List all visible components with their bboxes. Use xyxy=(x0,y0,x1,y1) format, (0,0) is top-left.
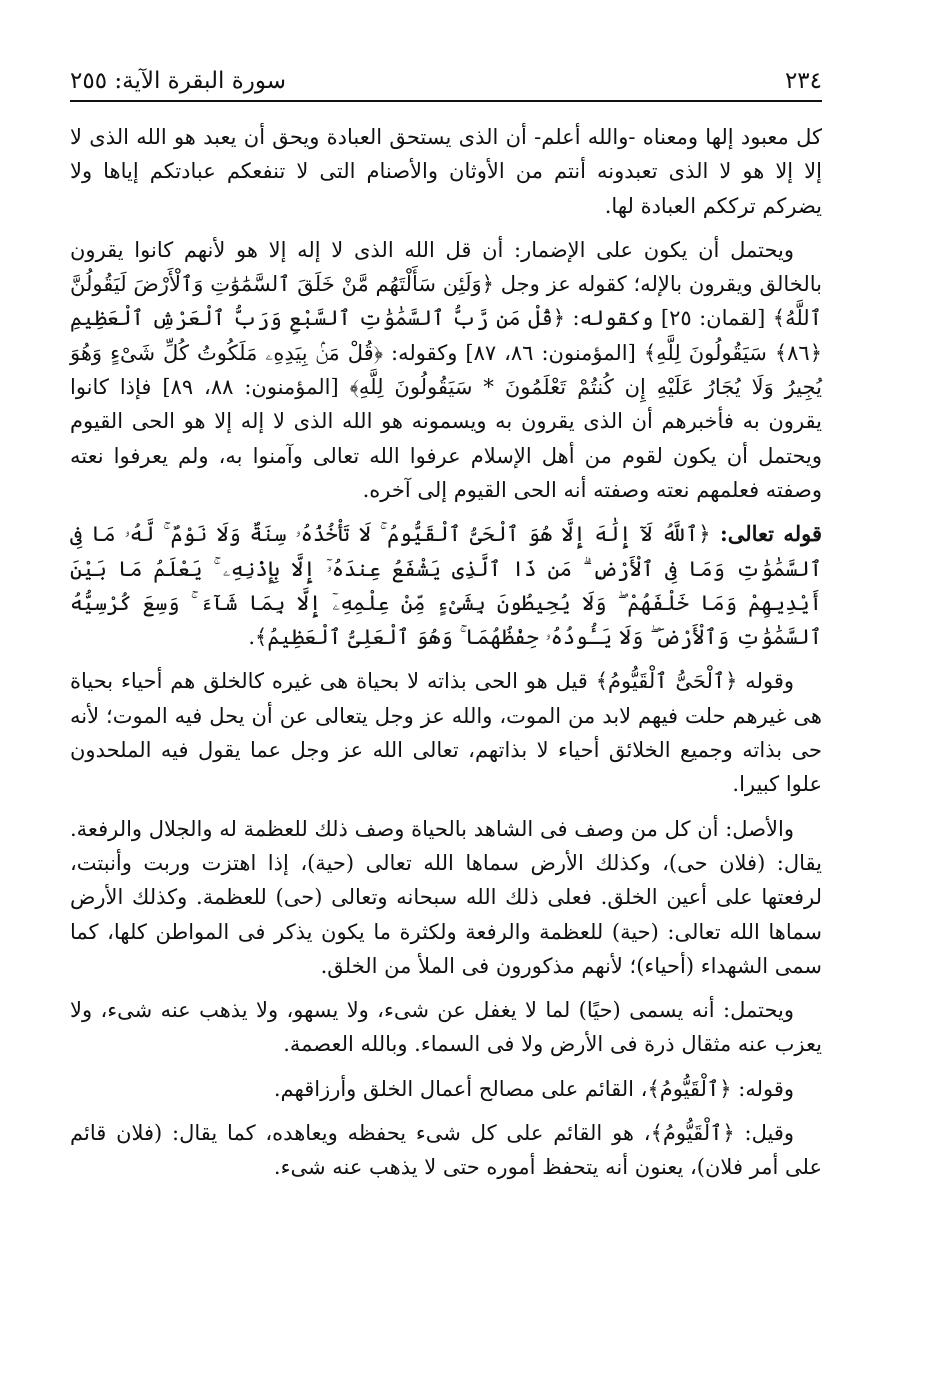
page-header xyxy=(70,52,822,102)
paragraph-1: كل معبود إلها ومعناه -والله أعلم- أن الذى يستحق العبادة ويحق أن يعبد هو الله الذى لا إلا إلا هو لا الذى تعبدونه أنتم من الأوثان والأصنام التى لا تنفعكم عبادتكم إياها ولا يضركم ترككم العبادة لها. xyxy=(70,125,822,218)
running-title: سورة البقرة الآية: ٢٥٥ xyxy=(70,68,287,94)
page-body xyxy=(70,120,822,1195)
paragraph-4: وقوله ﴿ٱلْحَىُّ ٱلْقَيُّومُ﴾ قيل هو الحى بذاته لا بحياة هى غيره كالخلق هم أحياء بحياة هى غيرهم حلت فيهم لابد من الموت، والله عز وجل يتعالى عن أن يحل فيه الموت؛ لأنه حى بذاته وجميع الخلائق أحياء لا بذاتهم، تعالى الله عز وجل عما يقول فيه الملحدون علوا كبيرا. xyxy=(70,669,822,797)
paragraph-7: وقوله: ﴿ٱلْقَيُّومُ﴾، القائم على مصالح أعمال الخلق وأرزاقهم. xyxy=(273,1076,794,1101)
paragraph-6: ويحتمل: أنه يسمى (حيًا) لما لا يغفل عن شىء، ولا يسهو، ولا يذهب عنه شىء، ولا يعزب عنه مثقال ذرة فى الأرض ولا فى السماء. وبالله العصمة. xyxy=(70,998,822,1057)
paragraph-2: ويحتمل أن يكون على الإضمار: أن قل الله الذى لا إله إلا هو لأنهم كانوا يقرون بالخالق ويقرون بالإله؛ كقوله عز وجل ﴿وَلَئِن سَأَلْتَهُم مَّنْ خَلَقَ ٱلسَّمَٰوَٰتِ وَٱلْأَرْضَ لَيَقُولُنَّ ٱللَّهُ﴾ [لقمان: ٢٥] وكقوله: ﴿قُلْ مَن رَّبُّ ٱلسَّمَٰوَٰتِ ٱلسَّبْعِ وَرَبُّ ٱلْعَرْشِ ٱلْعَظِيمِ ﴿٨٦﴾ سَيَقُولُونَ لِلَّهِ﴾ [المؤمنون: ٨٦، ٨٧] وكقوله: ﴿قُلْ مَنۢ بِيَدِهِۦ مَلَكُوتُ كُلِّ شَىْءٍ وَهُوَ يُجِيرُ وَلَا يُجَارُ عَلَيْهِ إِن كُنتُمْ تَعْلَمُونَ * سَيَقُولُونَ لِلَّهِ﴾ [المؤمنون: ٨٨، ٨٩] فإذا كانوا يقرون به فأخبرهم أن الذى يقرون به ويسمونه هو الله الذى لا إله إلا هو الحى القيوم ويحتمل أن يكون لقوم من أهل الإسلام عرفوا الله تعالى وآمنوا به، ولم يعرفوا نعته وصفته فعلمهم نعته وصفته أنه الحى القيوم إلى آخره. xyxy=(70,237,823,502)
page-number: ٢٣٤ xyxy=(784,68,822,94)
paragraph-3 xyxy=(70,517,822,654)
paragraph-3-verse: ﴿ٱللَّهُ لَآ إِلَٰهَ إِلَّا هُوَ ٱلْحَىُّ ٱلْقَيُّومُ ۚ لَا تَأْخُذُهُۥ سِنَةٌ وَلَا نَوْمٌ ۚ لَّهُۥ مَا فِى ٱلسَّمَٰوَٰتِ وَمَا فِى ٱلْأَرْضِ ۗ مَن ذَا ٱلَّذِى يَشْفَعُ عِندَهُۥٓ إِلَّا بِإِذْنِهِۦ ۚ يَعْلَمُ مَا بَيْنَ أَيْدِيهِمْ وَمَا خَلْفَهُمْ ۖ وَلَا يُحِيطُونَ بِشَىْءٍ مِّنْ عِلْمِهِۦٓ إِلَّا بِمَا شَآءَ ۚ وَسِعَ كُرْسِيُّهُ ٱلسَّمَٰوَٰتِ وَٱلْأَرْضَ ۖ وَلَا يَـُٔودُهُۥ حِفْظُهُمَا ۚ وَهُوَ ٱلْعَلِىُّ ٱلْعَظِيمُ﴾. xyxy=(70,522,822,650)
paragraph-3-lead: قوله تعالى: xyxy=(710,521,822,547)
paragraph-5: والأصل: أن كل من وصف فى الشاهد بالحياة وصف ذلك للعظمة له والجلال والرفعة. يقال: (فلان حى)، وكذلك الأرض سماها الله تعالى (حية)، إذا اهتزت وربت وأنبتت، لرفعتها على أعين الخلق. فعلى ذلك الله سبحانه وتعالى (حى) للعظمة. وكذلك الأرض سماها الله تعالى: (حية) للعظمة والرفعة ولكثرة ما يكون يذكر فى المواطن كلها، كما سمى الشهداء (أحياء)؛ لأنهم مذكورون فى الملأ من الخلق. xyxy=(70,816,822,978)
paragraph-8: وقيل: ﴿ٱلْقَيُّومُ﴾، هو القائم على كل شىء يحفظه ويعاهده، كما يقال: (فلان قائم على أمر فلان)، يعنون أنه يتحفظ أموره حتى لا يذهب عنه شىء. xyxy=(70,1121,822,1180)
